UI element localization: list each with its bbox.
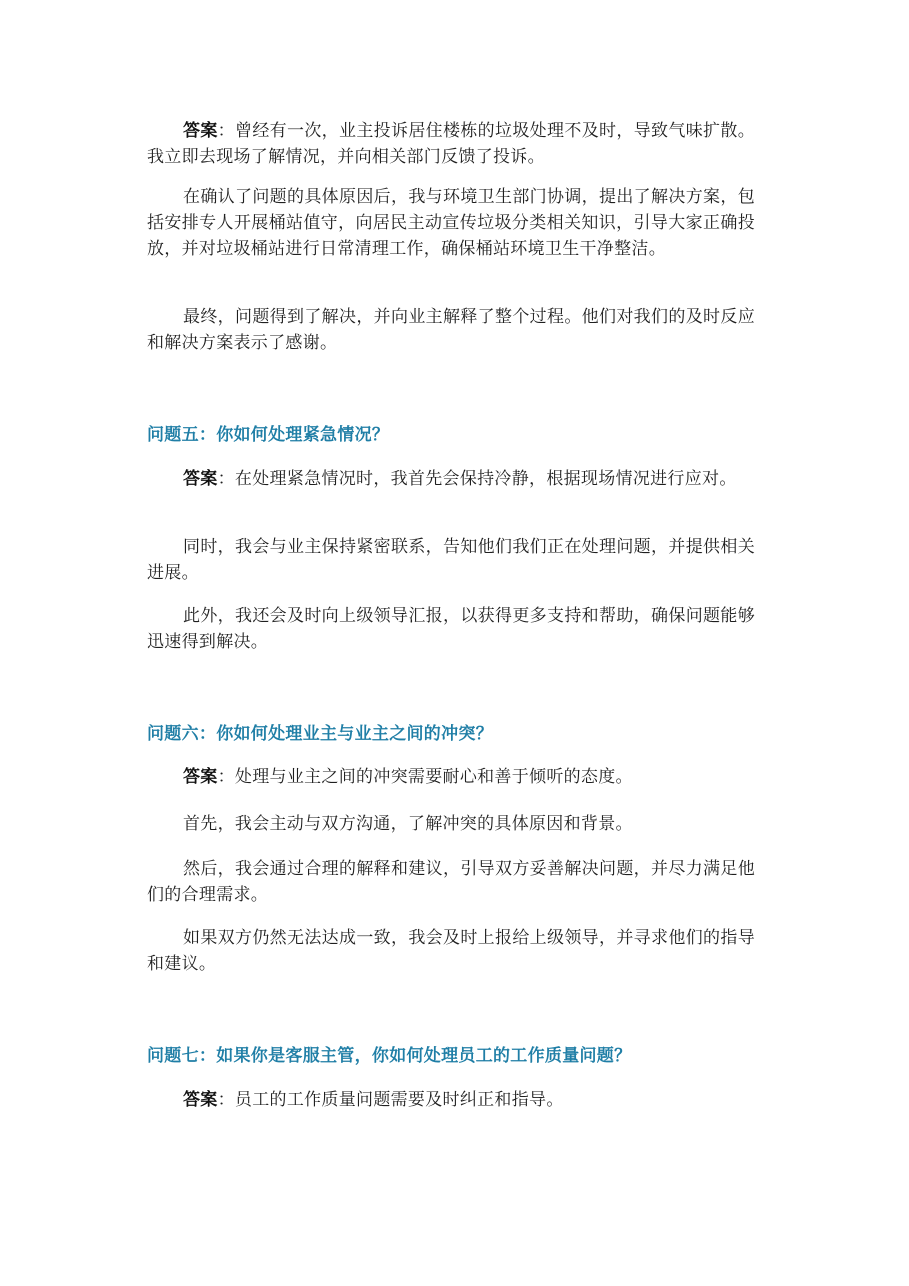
paragraph-block	[147, 184, 755, 262]
answer-label: 答案	[183, 1090, 218, 1110]
question-heading: 问题六：你如何处理业主与业主之间的冲突？	[147, 724, 493, 744]
paragraph	[147, 764, 755, 790]
paragraph-text: 在处理紧急情况时，我首先会保持冷静，根据现场情况进行应对。	[234, 469, 737, 489]
paragraph: 如果双方仍然无法达成一致，我会及时上报给上级领导，并寻求他们的指导和建议。	[147, 928, 755, 974]
paragraph-block	[147, 304, 755, 356]
paragraph: 然后，我会通过合理的解释和建议，引导双方妥善解决问题，并尽力满足他们的合理需求。	[147, 859, 755, 905]
question-heading: 问题七：如果你是客服主管，你如何处理员工的工作质量问题？	[147, 1046, 632, 1066]
paragraph: 最终，问题得到了解决，并向业主解释了整个过程。他们对我们的及时反应和解决方案表示了感谢。	[147, 307, 755, 353]
paragraph-block	[147, 603, 755, 655]
answer-label: 答案	[183, 121, 218, 141]
paragraph-block	[147, 534, 755, 586]
paragraph-text: 处理与业主之间的冲突需要耐心和善于倾听的态度。	[234, 767, 633, 787]
paragraph: 此外，我还会及时向上级领导汇报，以获得更多支持和帮助，确保问题能够迅速得到解决。	[147, 606, 755, 652]
paragraph-text: 曾经有一次，业主投诉居住楼栋的垃圾处理不及时，导致气味扩散。我立即去现场了解情况，并向相关部门反馈了投诉。	[147, 121, 755, 167]
label-separator: ：	[217, 121, 236, 141]
answer-label: 答案	[183, 767, 218, 787]
paragraph: 在确认了问题的具体原因后，我与环境卫生部门协调，提出了解决方案，包括安排专人开展桶站值守，向居民主动宣传垃圾分类相关知识，引导大家正确投放，并对垃圾桶站进行日常清理工作，确保桶站环境卫生干净整洁。	[147, 187, 755, 259]
paragraph	[147, 1087, 755, 1113]
answer-block-5	[147, 466, 755, 492]
paragraph	[147, 466, 755, 492]
paragraph-block	[147, 925, 755, 977]
paragraph: 同时，我会与业主保持紧密联系，告知他们我们正在处理问题，并提供相关进展。	[147, 537, 755, 583]
answer-block-6	[147, 764, 755, 790]
paragraph-block	[147, 856, 755, 908]
label-separator: ：	[217, 469, 235, 489]
label-separator: ：	[217, 1090, 235, 1110]
answer-block-1	[147, 118, 755, 170]
label-separator: ：	[217, 767, 235, 787]
paragraph: 首先，我会主动与双方沟通，了解冲突的具体原因和背景。	[183, 814, 633, 834]
question-heading: 问题五：你如何处理紧急情况？	[147, 425, 390, 445]
answer-block-7	[147, 1087, 755, 1113]
answer-label: 答案	[183, 469, 218, 489]
paragraph	[147, 118, 755, 170]
paragraph-text: 员工的工作质量问题需要及时纠正和指导。	[234, 1090, 564, 1110]
paragraph-block	[147, 811, 755, 837]
